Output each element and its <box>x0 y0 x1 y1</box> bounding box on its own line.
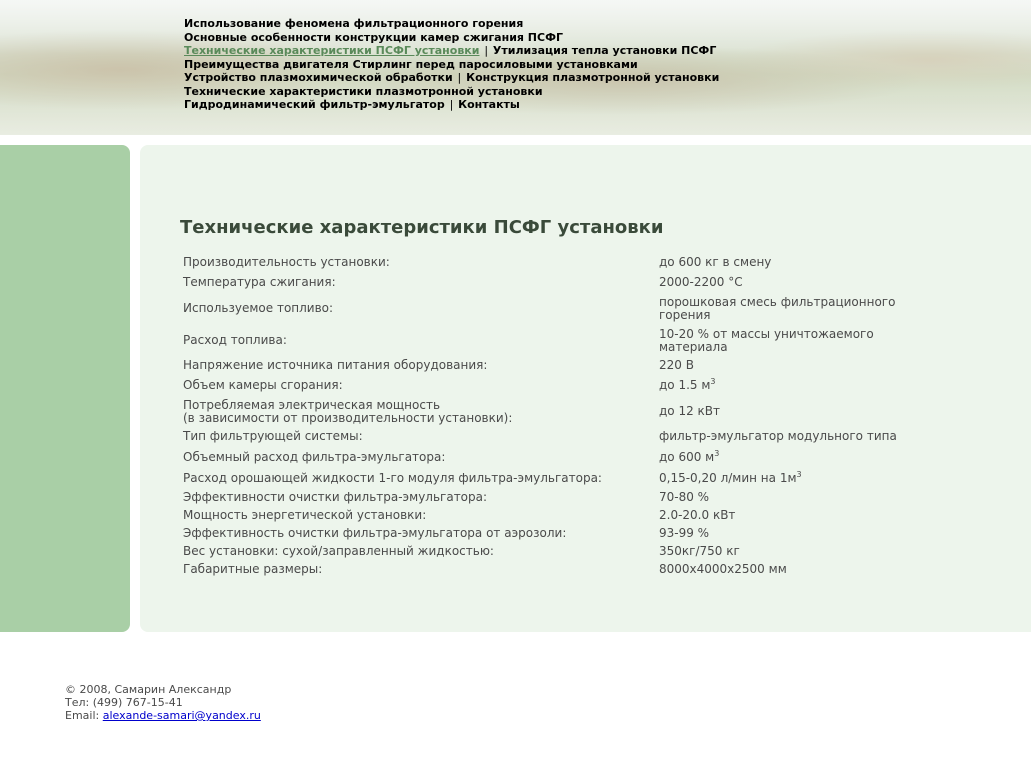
nav-link-contacts[interactable]: Контакты <box>458 98 520 111</box>
table-row <box>180 507 920 525</box>
spec-value: до 600 м <box>659 449 715 464</box>
spec-label: Расход топлива: <box>183 333 287 348</box>
nav-row-7 <box>184 98 804 112</box>
top-navigation <box>184 17 804 112</box>
main-content <box>140 145 1031 632</box>
spec-value-cell <box>656 375 920 397</box>
footer <box>65 683 261 722</box>
spec-label: Габаритные размеры: <box>183 562 323 577</box>
spec-value: 350кг/750 кг <box>659 544 740 559</box>
specs-table <box>180 253 920 579</box>
spec-value: 2.0-20.0 кВт <box>659 508 736 523</box>
nav-link-hydrodynamic-filter[interactable]: Гидродинамический фильтр-эмульгатор <box>184 98 445 111</box>
spec-label: Тип фильтрующей системы: <box>183 429 363 444</box>
spec-label: Эффективность очистки фильтра-эмульгатора от аэрозоли: <box>183 526 567 541</box>
footer-copyright: © 2008, Самарин Александр <box>65 683 232 696</box>
spec-label-cell <box>180 397 656 427</box>
spec-label: Потребляемая электрическая мощность <box>183 397 441 412</box>
nav-link-plasma-processing[interactable]: Устройство плазмохимической обработки <box>184 71 453 84</box>
table-row <box>180 357 920 375</box>
spec-value: до 12 кВт <box>659 404 721 419</box>
left-sidebar <box>0 145 130 632</box>
spec-label: Производительность установки: <box>183 255 390 270</box>
spec-label-note: (в зависимости от производительности установки): <box>183 411 513 425</box>
nav-link-stirling-engine[interactable]: Преимущества двигателя Стирлинг перед паросиловыми установками <box>184 57 638 71</box>
nav-link-chamber-features[interactable]: Основные особенности конструкции камер сжигания ПСФГ <box>184 30 564 44</box>
spec-value: порошковая смесь фильтрационного горения <box>659 294 896 322</box>
spec-value: 93-99 % <box>659 526 710 541</box>
nav-row-3 <box>184 44 804 58</box>
table-row <box>180 325 920 357</box>
footer-email-link[interactable]: alexande-samari@yandex.ru <box>102 709 261 722</box>
footer-phone: Тел: (499) 767-15-41 <box>65 696 183 709</box>
footer-email-label: Email: <box>65 709 100 722</box>
spec-value: 8000х4000х2500 мм <box>659 562 787 577</box>
spec-label: Эффективности очистки фильтра-эмульгатора: <box>183 490 488 505</box>
nav-row-5 <box>184 71 804 85</box>
table-row <box>180 375 920 397</box>
nav-row-2 <box>184 31 804 45</box>
nav-row-1 <box>184 17 804 31</box>
spec-label: Расход орошающей жидкости 1-го модуля фильтра-эмульгатора: <box>183 470 602 485</box>
superscript: 3 <box>796 469 802 479</box>
spec-label: Мощность энергетической установки: <box>183 508 427 523</box>
spec-label: Объемный расход фильтра-эмульгатора: <box>183 449 446 464</box>
spec-label: Температура сжигания: <box>183 275 336 290</box>
table-row <box>180 427 920 447</box>
spec-value-cell <box>656 447 920 468</box>
spec-value: 70-80 % <box>659 490 710 505</box>
header-banner <box>0 0 1031 135</box>
nav-link-psfg-specs[interactable]: Технические характеристики ПСФГ установки <box>184 44 480 57</box>
table-row <box>180 468 920 489</box>
table-row <box>180 543 920 561</box>
nav-link-plasmatron-design[interactable]: Конструкция плазмотронной установки <box>466 71 720 84</box>
table-row <box>180 273 920 293</box>
footer-email-line <box>65 709 261 722</box>
nav-link-plasmatron-specs[interactable]: Технические характеристики плазмотронной установки <box>184 84 543 98</box>
spec-value: фильтр-эмульгатор модульного типа <box>659 429 897 444</box>
spec-value-cell <box>656 468 920 489</box>
table-row <box>180 447 920 468</box>
superscript: 3 <box>710 377 716 387</box>
table-row <box>180 293 920 325</box>
nav-separator: | <box>484 44 489 57</box>
nav-link-heat-recovery[interactable]: Утилизация тепла установки ПСФГ <box>492 44 717 57</box>
spec-label: Вес установки: сухой/заправленный жидкостью: <box>183 544 494 559</box>
spec-value: до 1.5 м <box>659 378 711 393</box>
nav-row-4 <box>184 58 804 72</box>
spec-label: Напряжение источника питания оборудования: <box>183 358 488 373</box>
spec-label: Объем камеры сгорания: <box>183 378 343 393</box>
table-row <box>180 489 920 507</box>
table-row <box>180 525 920 543</box>
nav-link-filtration-combustion[interactable]: Использование феномена фильтрационного горения <box>184 17 524 30</box>
table-row <box>180 561 920 579</box>
spec-value: 220 В <box>659 358 694 373</box>
nav-separator: | <box>449 98 454 111</box>
spec-value: 2000-2200 °С <box>659 275 743 290</box>
spec-value: 10-20 % от массы уничтожаемого материала <box>659 326 874 354</box>
spec-value: 0,15-0,20 л/мин на 1м <box>659 470 797 485</box>
spec-value: до 600 кг в смену <box>659 255 772 270</box>
page-title: Технические характеристики ПСФГ установки <box>180 217 664 238</box>
nav-separator: | <box>457 71 462 84</box>
table-row <box>180 397 920 427</box>
spec-label: Используемое топливо: <box>183 301 334 316</box>
superscript: 3 <box>714 448 720 458</box>
nav-row-6 <box>184 85 804 99</box>
table-row <box>180 253 920 273</box>
